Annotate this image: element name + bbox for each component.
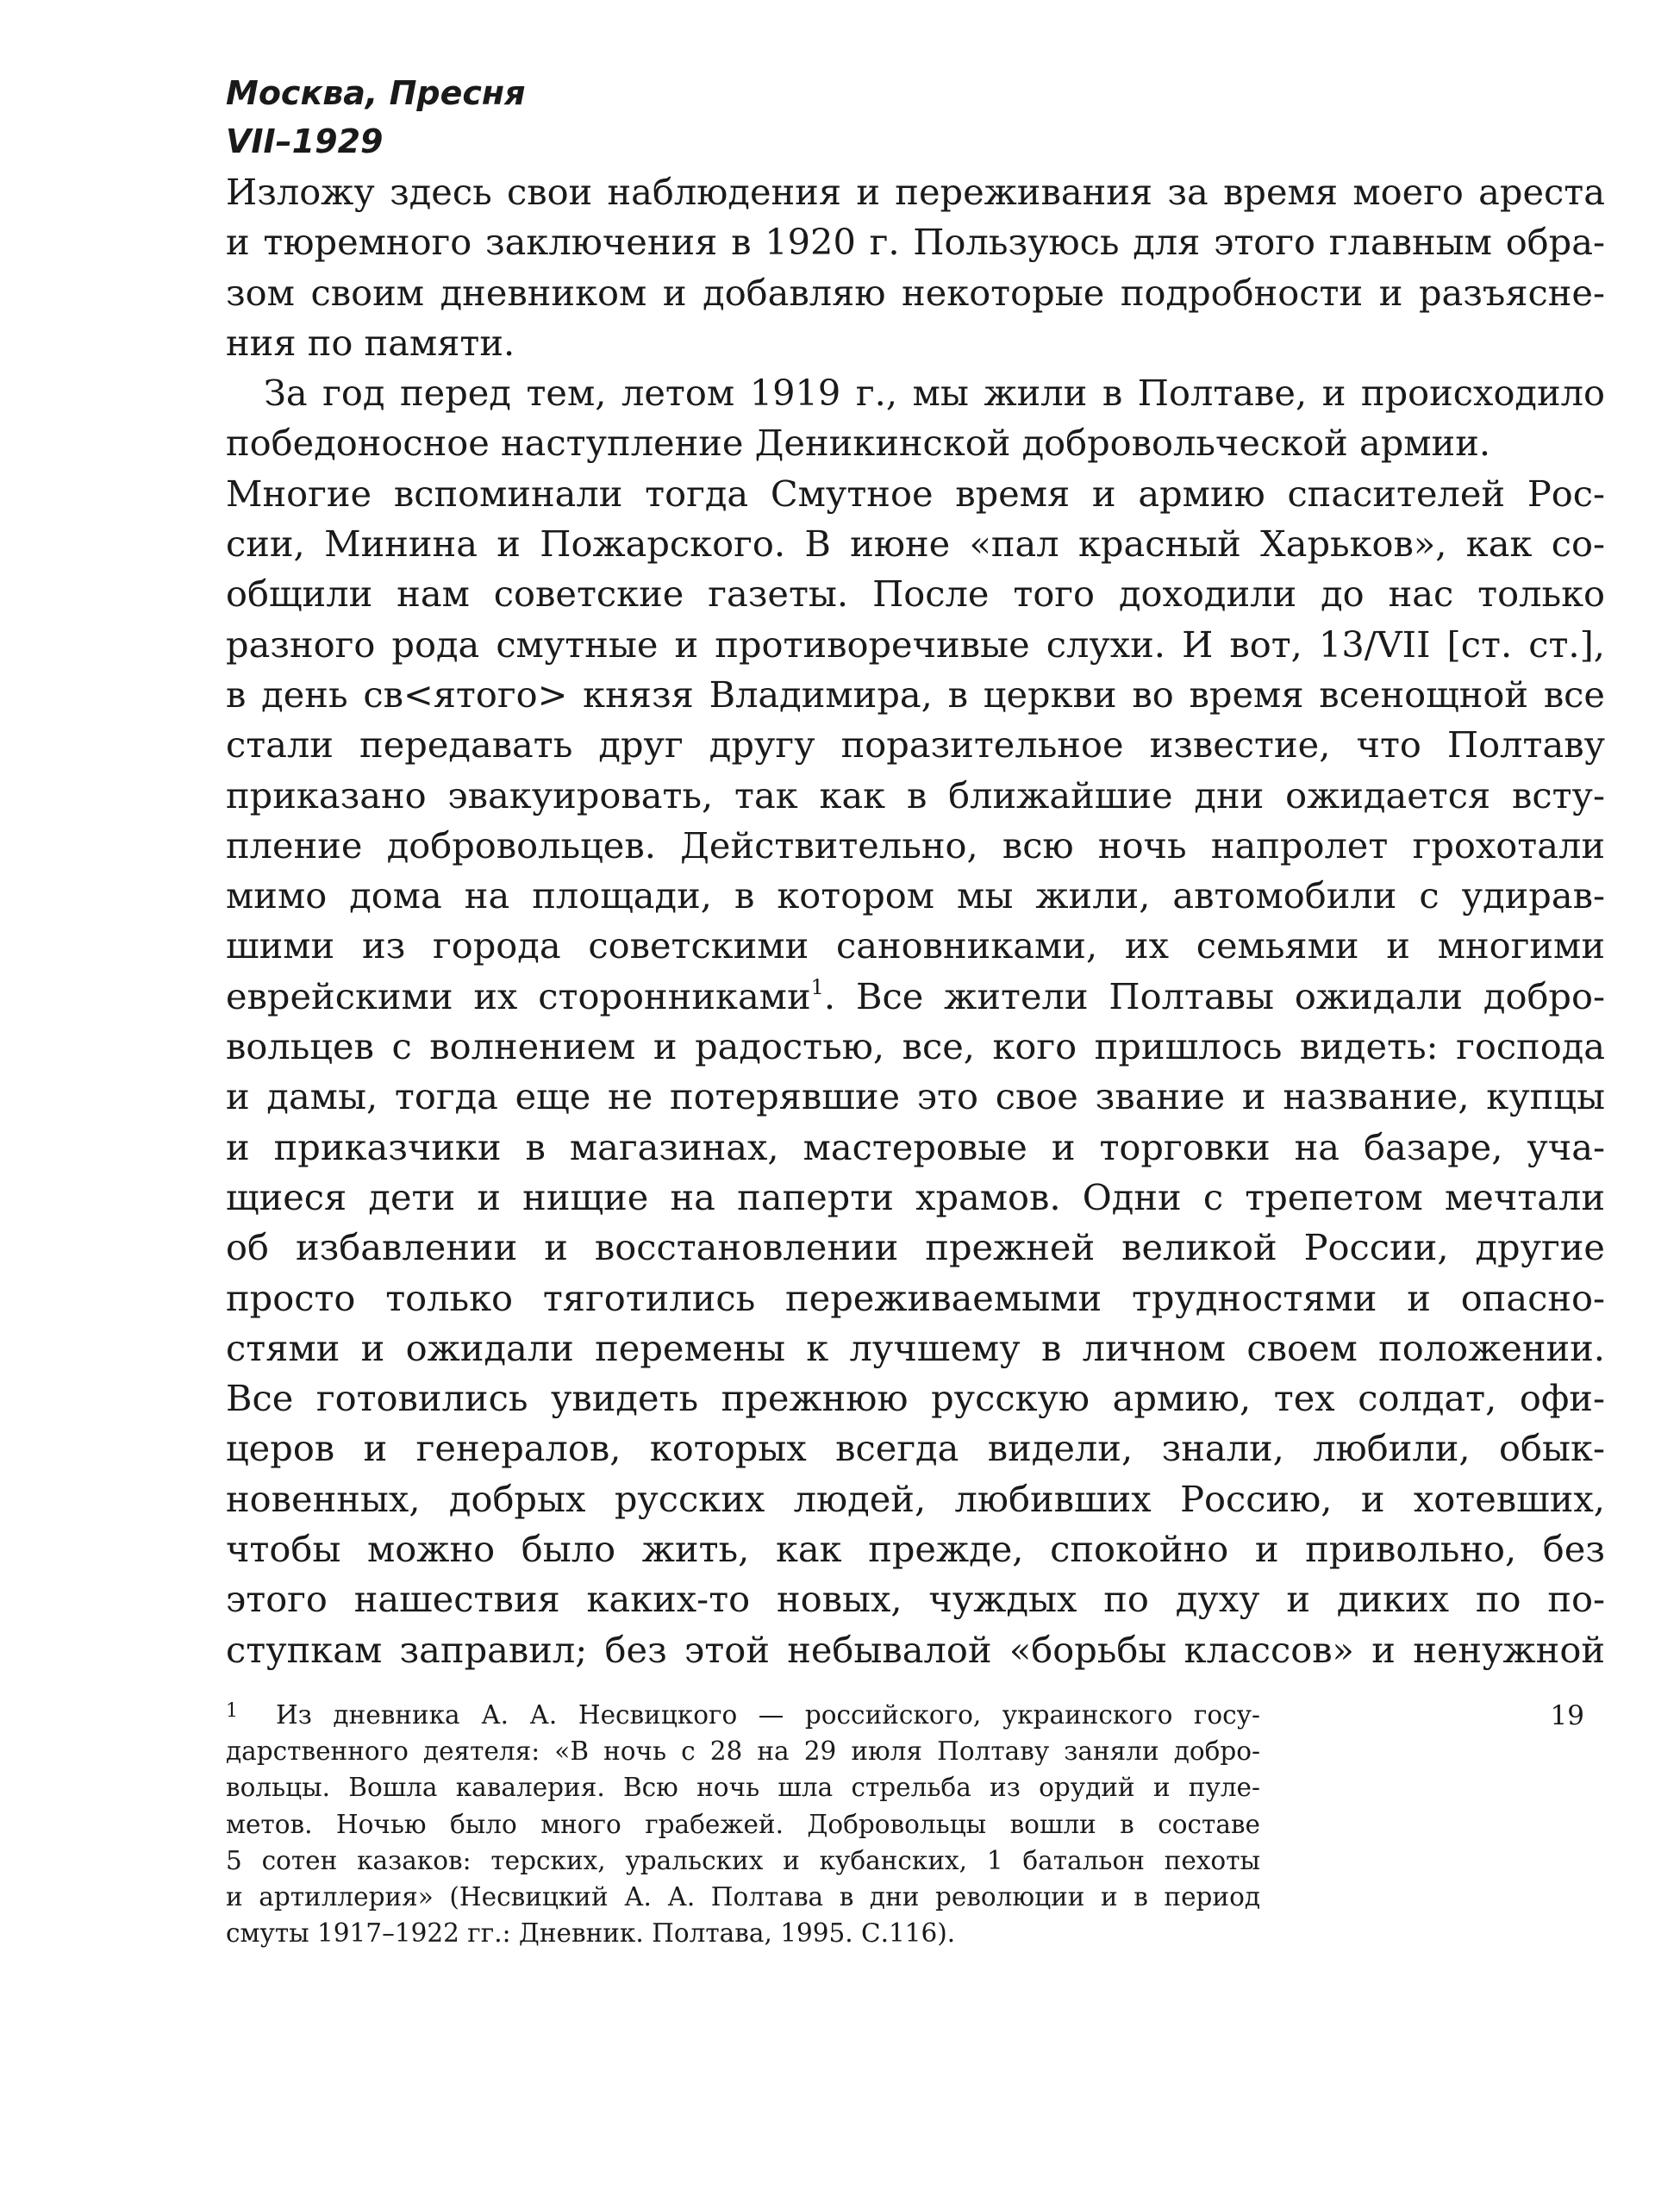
text-fragment: еврейскими их сторонниками [226, 974, 811, 1017]
text-line: и дамы, тогда еще не потерявшие это свое звание и название, купцы [226, 1075, 1605, 1118]
entry-header [226, 69, 526, 166]
footnote-number: 1 [226, 1700, 238, 1722]
text-line: За год перед тем, летом 1919 г., мы жили в Полтаве, и происходило [264, 372, 1605, 415]
text-line: щиеся дети и нищие на паперти храмов. Одни с трепетом мечтали [226, 1175, 1605, 1218]
text-line: новенных, добрых русских людей, любивших Россию, и хотевших, [226, 1477, 1605, 1520]
footnote-first-line [226, 1697, 1260, 1733]
main-text [226, 167, 1605, 1675]
text-line: Все готовились увидеть прежнюю русскую армию, тех солдат, офи- [226, 1377, 1605, 1420]
text-line: стали передавать друг другу поразительное известие, что Полтаву [226, 723, 1605, 766]
entry-date: VII–1929 [226, 122, 384, 160]
footnote-text-line: и артиллерия» (Несвицкий А. А. Полтава в дни революции и в период [226, 1881, 1260, 1912]
text-line-with-footnote-ref [226, 972, 1605, 1022]
text-line: победоносное наступление Деникинской добровольческой армии. [226, 422, 1491, 465]
text-line: просто только тяготились переживаемыми трудностями и опасно- [226, 1276, 1605, 1319]
text-line: приказано эвакуировать, так как в ближайшие дни ожидается всту- [226, 773, 1605, 817]
text-line: церов и генералов, которых всегда видели, знали, любили, обык- [226, 1427, 1605, 1470]
text-line: разного рода смутные и противоречивые слухи. И вот, 13/VII [ст. ст.], [226, 623, 1605, 666]
footnote-text-line: смуты 1917–1922 гг.: Дневник. Полтава, 1995. С.116). [226, 1918, 956, 1949]
text-line: об избавлении и восстановлении прежней великой России, другие [226, 1226, 1605, 1269]
text-line: и приказчики в магазинах, мастеровые и торговки на базаре, уча- [226, 1125, 1605, 1168]
text-line: чтобы можно было жить, как прежде, спокойно и привольно, без [226, 1528, 1605, 1571]
text-line: общили нам советские газеты. После того доходили до нас только [226, 573, 1605, 616]
footnote-text-line: дарственного деятеля: «В ночь с 28 на 29 июля Полтаву заняли добро- [226, 1736, 1260, 1767]
text-line: ния по памяти. [226, 321, 515, 364]
footnote-text-line: 5 сотен казаков: терских, уральских и кубанских, 1 батальон пехоты [226, 1845, 1260, 1875]
footnote-text-line: метов. Ночью было много грабежей. Добровольцы вошли в составе [226, 1809, 1260, 1839]
page-number: 19 [1550, 1700, 1584, 1731]
text-line: стями и ожидали перемены к лучшему в личном своем положении. [226, 1326, 1605, 1369]
text-line: и тюремного заключения в 1920 г. Пользуюсь для этого главным обра- [226, 221, 1605, 264]
footnote [226, 1697, 1260, 1951]
text-line: зом своим дневником и добавляю некоторые подробности и разъясне- [226, 271, 1605, 314]
text-line: Изложу здесь свои наблюдения и переживания за время моего ареста [226, 171, 1605, 213]
text-line: этого нашествия каких-то новых, чуждых по духу и диких по по- [226, 1578, 1605, 1621]
text-line: ступкам заправил; без этой небывалой «борьбы классов» и ненужной [226, 1628, 1605, 1671]
text-line: в день св<ятого> князя Владимира, в церкви во время всенощной все [226, 673, 1605, 716]
text-line: шими из города советскими сановниками, их семьями и многими [226, 924, 1605, 967]
footnote-text-line: вольцы. Вошла кавалерия. Всю ночь шла стрельба из орудий и пуле- [226, 1773, 1260, 1803]
text-line: пление добровольцев. Действительно, всю ночь напролет грохотали [226, 823, 1605, 867]
footnote-reference[interactable]: 1 [810, 974, 824, 999]
footnote-text-line: Из дневника А. А. Несвицкого — российского, украинского госу- [276, 1700, 1260, 1730]
text-line: Многие вспоминали тогда Смутное время и армию спасителей Рос- [226, 472, 1605, 515]
entry-place: Москва, Пресня [226, 74, 526, 112]
text-fragment: . Все жители Полтавы ожидали добро- [823, 974, 1605, 1017]
text-line: сии, Минина и Пожарского. В июне «пал красный Харьков», как со- [226, 522, 1605, 566]
text-line: мимо дома на площади, в котором мы жили, автомобили с удирав- [226, 874, 1605, 917]
text-line: вольцев с волнением и радостью, все, кого пришлось видеть: господа [226, 1025, 1605, 1068]
